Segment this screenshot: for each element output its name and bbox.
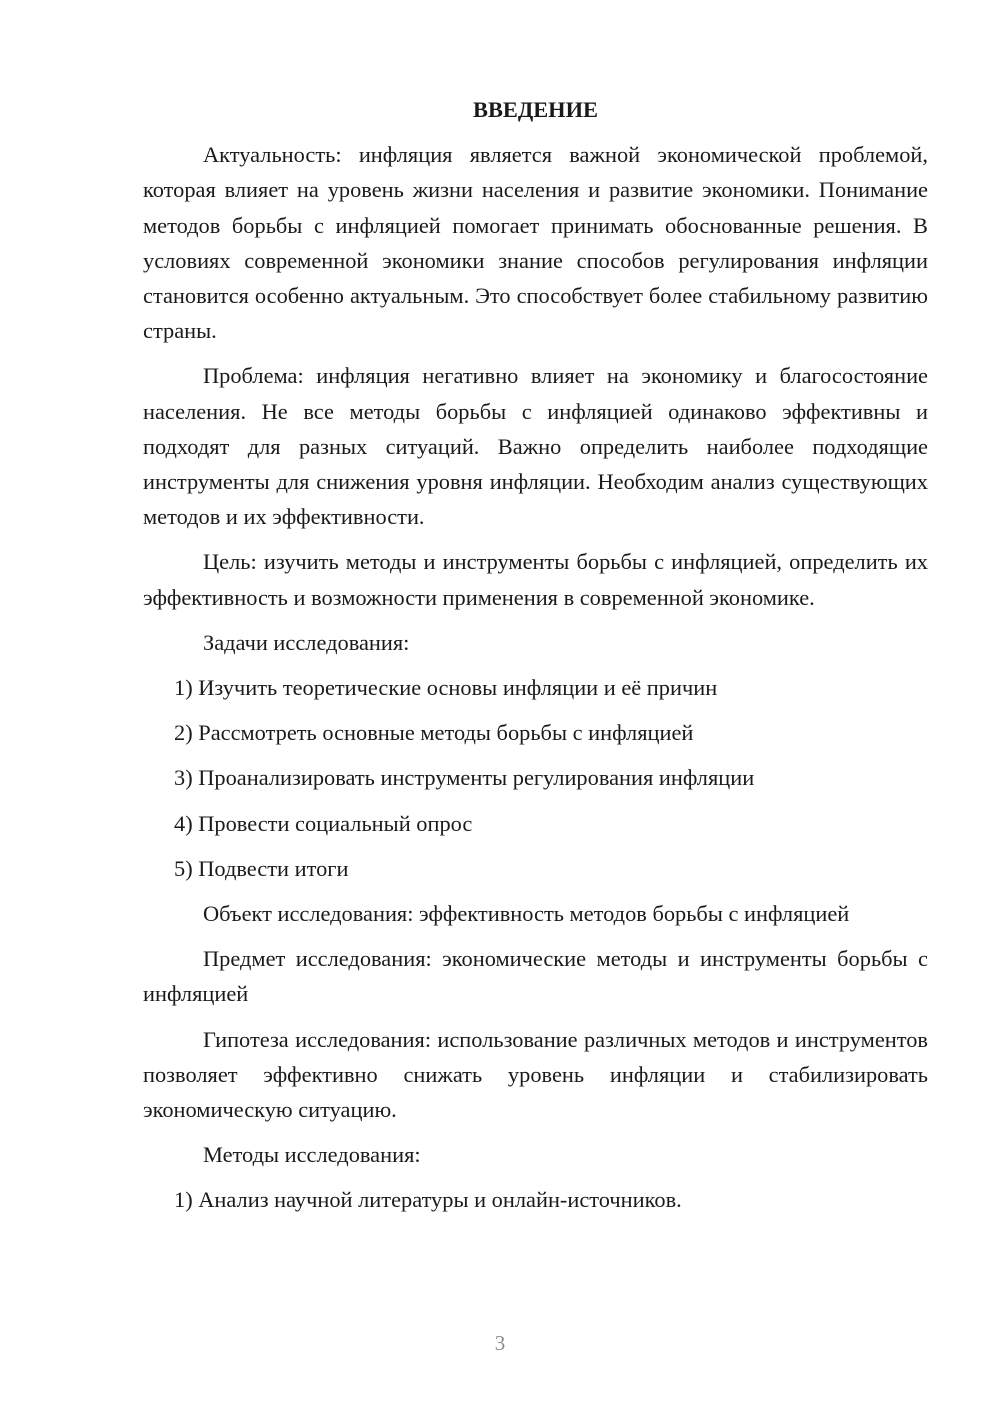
task-item: 2) Рассмотреть основные методы борьбы с инфляцией — [174, 720, 694, 746]
hypothesis-paragraph: Гипотеза исследования: использование различных методов и инструментов позволяет эффективно снижать уровень инфляции и стабилизировать экономическую ситуацию. — [143, 1026, 928, 1123]
tasks-heading: Задачи исследования: — [203, 629, 410, 655]
problem-paragraph: Проблема: инфляция негативно влияет на экономику и благосостояние населения. Не все методы борьбы с инфляцией одинаково эффективны и подходят для разных ситуаций. Важно определить наиболее подходящие инструменты для снижения уровня инфляции. Необходим анализ существующих методов и их эффективности. — [143, 363, 928, 530]
object-paragraph: Объект исследования: эффективность методов борьбы с инфляцией — [203, 901, 850, 927]
methods-heading: Методы исследования: — [203, 1142, 421, 1168]
task-item: 5) Подвести итоги — [174, 855, 349, 881]
task-item: 4) Провести социальный опрос — [174, 810, 473, 836]
tasks-list — [143, 670, 928, 886]
goal-paragraph: Цель: изучить методы и инструменты борьбы с инфляцией, определить их эффективность и возможности применения в современной экономике. — [143, 549, 928, 610]
page-number: 3 — [494, 1331, 506, 1355]
section-title: ВВЕДЕНИЕ — [473, 97, 598, 122]
method-item: 1) Анализ научной литературы и онлайн-источников. — [174, 1187, 682, 1213]
document-page — [143, 92, 928, 1228]
relevance-paragraph: Актуальность: инфляция является важной экономической проблемой, которая влияет на уровень жизни населения и развитие экономики. Понимание методов борьбы с инфляцией помогает принимать обоснованные решения. В условиях современной экономики знание способов регулирования инфляции становится особенно актуальным. Это способствует более стабильному развитию страны. — [143, 142, 928, 344]
task-item: 3) Проанализировать инструменты регулирования инфляции — [174, 765, 755, 791]
methods-list — [143, 1182, 928, 1217]
subject-paragraph: Предмет исследования: экономические методы и инструменты борьбы с инфляцией — [143, 946, 928, 1007]
task-item: 1) Изучить теоретические основы инфляции и её причин — [174, 675, 718, 701]
